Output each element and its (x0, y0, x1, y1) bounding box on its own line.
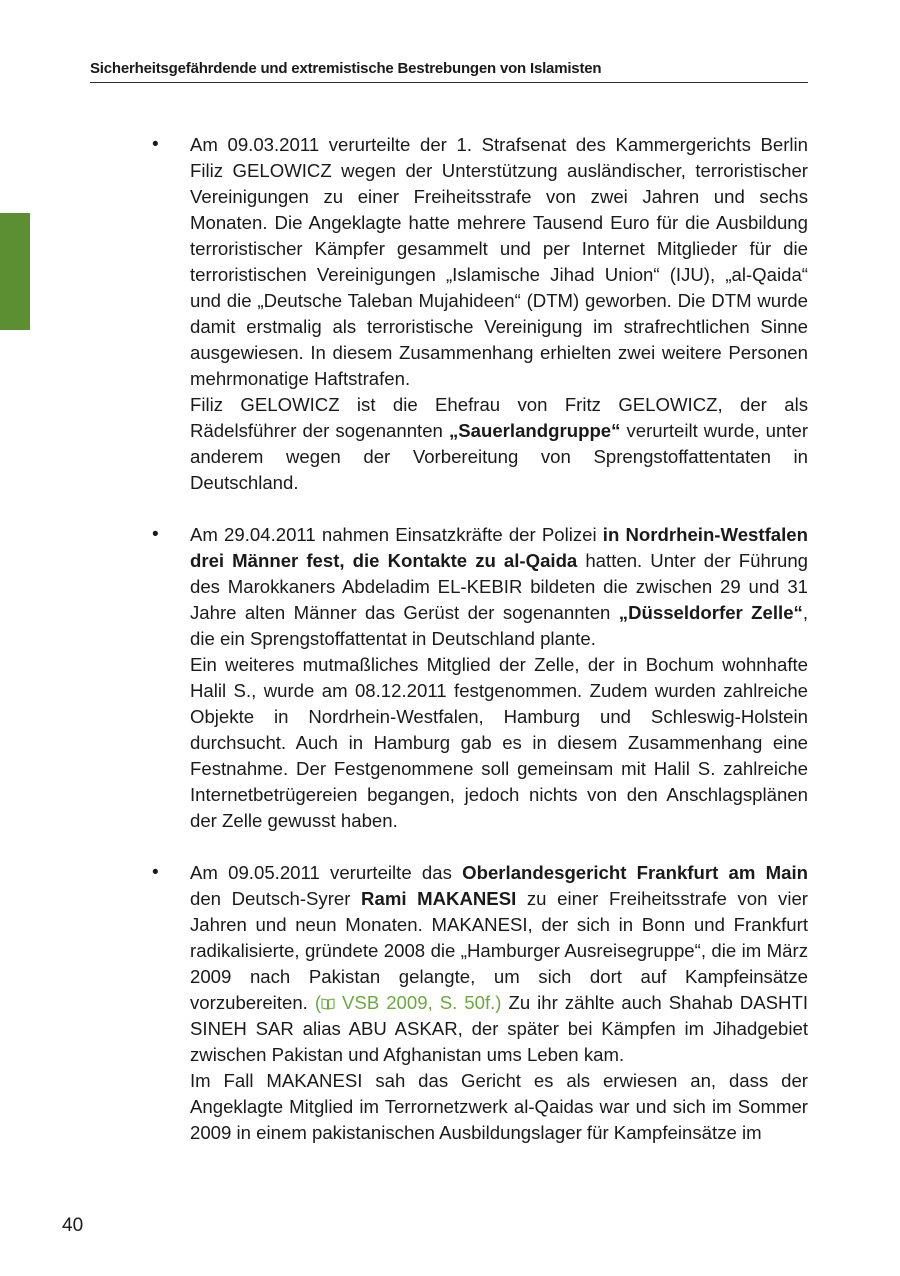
text-run: Ein weiteres mutmaßliches Mitglied der Zelle, der in Bochum wohnhafte Halil S., wurde am 08.12.2011 festgenommen. Zudem wurden zahlreiche Objekte in Nordrhein-Westfalen, Hamburg und Schleswig-Holstein durchsucht. Auch in Hamburg gab es in diesem Zusammenhang eine Festnahme. Der Festgenommene soll gemeinsam mit Halil S. zahlreiche Internetbetrügereien begangen, jedoch nichts von den Anschlagsplänen der Zelle gewusst haben. (190, 654, 808, 831)
cross-reference-link[interactable]: ( VSB 2009, S. 50f.) (314, 992, 502, 1013)
paragraph (190, 132, 808, 392)
text-run: Zu ihr zählte auch Shahab DASHTI SINEH SAR alias ABU ASKAR, der später bei Kämpfen im Jihadgebiet zwischen Pakistan und Afghanistan ums Leben kam. (190, 992, 808, 1065)
text-run: Am 09.05.2011 verurteilte das (190, 862, 463, 883)
bold-text: „Düsseldorfer Zelle“ (618, 602, 803, 623)
bold-text: Oberlandesgericht Frankfurt am Main (462, 862, 808, 883)
bullet-marker: • (152, 862, 159, 883)
bold-text: „Sauerlandgruppe“ (448, 420, 621, 441)
page-number: 40 (62, 1215, 84, 1236)
text-run: , die ein Sprengstoffattentat in Deutschland plante. (190, 602, 808, 649)
book-icon (321, 991, 335, 1004)
cross-reference-text: VSB 2009, S. 50f.) (335, 992, 502, 1013)
text-run: verurteilt wurde, unter anderem wegen der Vorbereitung von Sprengstoffattentaten in Deutschland. (190, 420, 809, 493)
paragraph (190, 522, 808, 652)
text-run: hatten. Unter der Führung des Marokkaners Abdeladim EL-KEBIR bildeten die zwischen 29 und 31 Jahre alten Männer das Gerüst der sogenannten (190, 550, 808, 623)
paragraph (190, 392, 808, 496)
paragraph (190, 652, 808, 834)
bullet-marker: • (152, 134, 159, 155)
paragraph (190, 1068, 808, 1146)
bold-text: in Nordrhein-Westfalen drei Männer fest, die Kontakte zu al-Qaida (190, 524, 808, 571)
bullet-item (152, 132, 808, 496)
bullet-marker: • (152, 524, 159, 545)
text-run: Am 09.03.2011 verurteilte der 1. Strafsenat des Kammergerichts Berlin Filiz GELOWICZ wegen der Unterstützung ausländischer, terroristischer Vereinigungen zu einer Freiheitsstrafe von zwei Jahren und sechs Monaten. Die Angeklagte hatte mehrere Tausend Euro für die Ausbildung terroristischer Kämpfer gesammelt und per Internet Mitglieder für die terroristischen Vereinigungen „Islamische Jihad Union“ (IJU), „al-Qaida“ und die „Deutsche Taleban Mujahideen“ (DTM) geworben. Die DTM wurde damit erstmalig als terroristische Vereinigung im strafrechtlichen Sinne ausgewiesen. In diesem Zusammenhang erhielten zwei weitere Personen mehrmonatige Haftstrafen. (190, 134, 808, 389)
chapter-side-tab (0, 213, 30, 330)
text-run: Filiz GELOWICZ ist die Ehefrau von Fritz GELOWICZ, der als Rädelsführer der sogenannten (190, 394, 808, 441)
paragraph (190, 860, 808, 1068)
text-run: Am 29.04.2011 nahmen Einsatzkräfte der Polizei (190, 524, 603, 545)
text-run: den Deutsch-Syrer (190, 888, 362, 909)
running-head: Sicherheitsgefährdende und extremistische Bestrebungen von Islamisten (90, 60, 808, 83)
bold-text: Rami MAKANESI (361, 888, 517, 909)
text-run: zu einer Freiheitsstrafe von vier Jahren und neun Monaten. MAKANESI, der sich in Bonn und Frankfurt radikalisierte, gründete 2008 die „Hamburger Ausreisegruppe“, die im März 2009 nach Pakistan gelangte, um sich dort auf Kampfeinsätze vorzubereiten. (190, 888, 808, 1013)
text-run: Im Fall MAKANESI sah das Gericht es als erwiesen an, dass der Angeklagte Mitglied im Terrornetzwerk al-Qaidas war und sich im Sommer 2009 in einem pakistanischen Ausbildungslager für Kampfeinsätze im (190, 1070, 808, 1143)
bullet-item (152, 522, 808, 834)
bullet-item (152, 860, 808, 1146)
body-text (152, 132, 808, 1172)
